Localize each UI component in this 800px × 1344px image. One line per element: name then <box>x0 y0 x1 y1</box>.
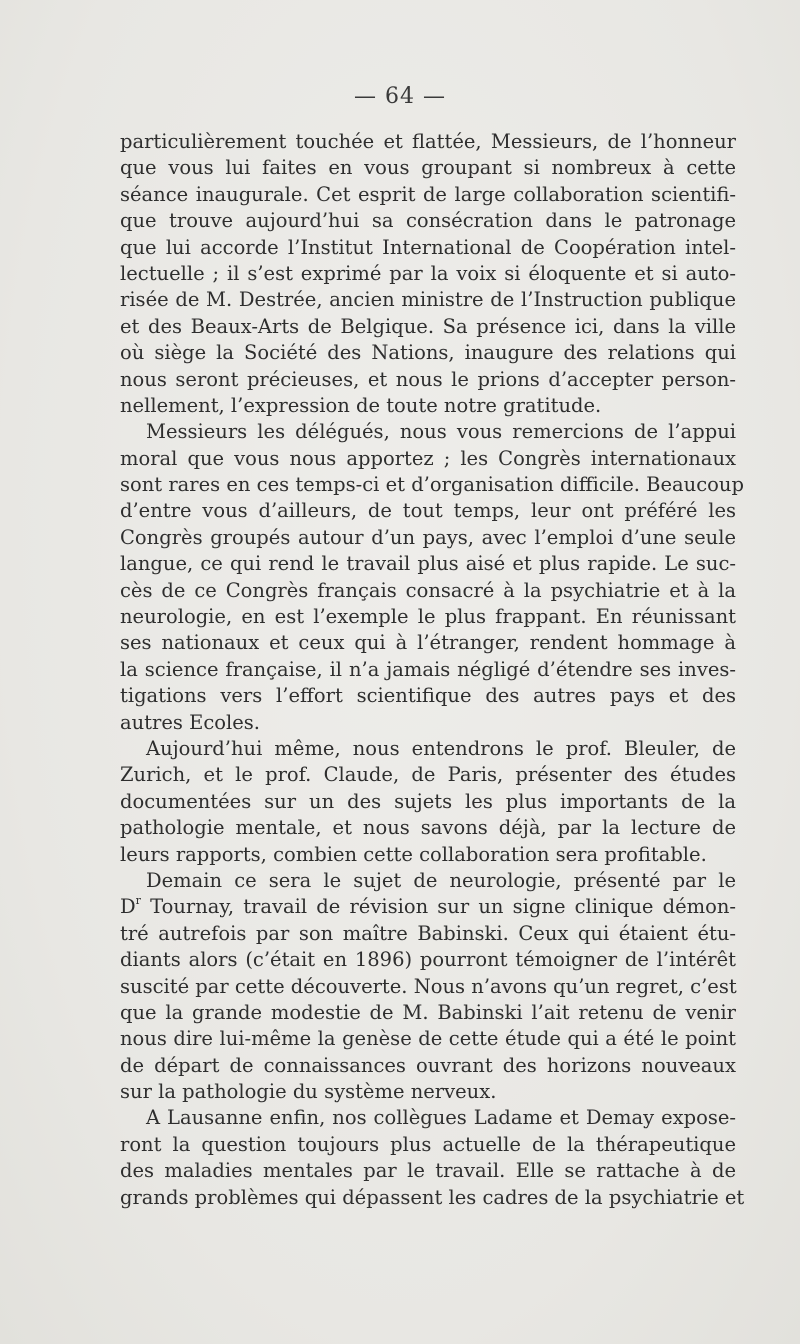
text-line-rest: Tournay, travail de révision sur un signe clinique démon- <box>150 895 737 919</box>
text-line-with-title <box>120 894 736 920</box>
text-line: sur la pathologie du système nerveux. <box>120 1080 497 1104</box>
text-line: où siège la Société des Nations, inaugure des relations qui <box>120 341 736 365</box>
title-prefix: D <box>120 895 136 919</box>
text-line: que vous lui faites en vous groupant si nombreux à cette <box>120 156 736 180</box>
text-line: diants alors (c’était en 1896) pourront témoigner de l’intérêt <box>120 948 736 972</box>
text-line: séance inaugurale. Cet esprit de large collaboration scientifi- <box>120 182 736 206</box>
text-line: ront la question toujours plus actuelle de la thérapeutique <box>120 1132 736 1156</box>
text-line: de départ de connaissances ouvrant des horizons nouveaux <box>120 1053 736 1077</box>
text-line: tré autrefois par son maître Babinski. Ceux qui étaient étu- <box>120 921 736 945</box>
text-line: ses nationaux et ceux qui à l’étranger, rendent hommage à <box>120 631 736 655</box>
text-line: Messieurs les délégués, nous vous remercions de l’appui <box>146 420 736 444</box>
text-line: d’entre vous d’ailleurs, de tout temps, leur ont préféré les <box>120 499 736 523</box>
text-line: moral que vous nous apportez ; les Congrès internationaux <box>120 446 736 470</box>
text-line: que trouve aujourd’hui sa consécration dans le patronage <box>120 209 736 233</box>
text-line: que la grande modestie de M. Babinski l’ait retenu de venir <box>120 1000 736 1024</box>
text-line: nellement, l’expression de toute notre gratitude. <box>120 393 602 417</box>
text-line: grands problèmes qui dépassent les cadres de la psychiatrie et <box>120 1185 745 1209</box>
text-line: Zurich, et le prof. Claude, de Paris, présenter des études <box>120 763 736 787</box>
text-line: lectuelle ; il s’est exprimé par la voix si éloquente et si auto- <box>120 261 736 285</box>
text-line: A Lausanne enfin, nos collègues Ladame et Demay expose- <box>146 1106 736 1130</box>
text-line: particulièrement touchée et flattée, Messieurs, de l’honneur <box>120 130 736 153</box>
text-line: pathologie mentale, et nous savons déjà, par la lecture de <box>120 816 736 840</box>
text-line: la science française, il n’a jamais négligé d’étendre ses inves- <box>120 657 736 681</box>
text-line: nous dire lui-même la genèse de cette étude qui a été le point <box>120 1027 736 1051</box>
text-line: Congrès groupés autour d’un pays, avec l’emploi d’une seule <box>120 525 736 549</box>
text-line: et des Beaux-Arts de Belgique. Sa présence ici, dans la ville <box>120 314 736 338</box>
text-line: sont rares en ces temps-ci et d’organisation difficile. Beaucoup <box>120 473 744 497</box>
text-line: leurs rapports, combien cette collaboration sera profitable. <box>120 842 707 866</box>
text-line: Aujourd’hui même, nous entendrons le prof. Bleuler, de <box>146 736 736 760</box>
text-line: risée de M. Destrée, ancien ministre de l’Instruction publique <box>120 288 736 312</box>
text-line: cès de ce Congrès français consacré à la psychiatrie et à la <box>120 578 736 602</box>
text-line: tigations vers l’effort scientifique des autres pays et des <box>120 684 736 708</box>
text-line: documentées sur un des sujets les plus importants de la <box>120 789 736 813</box>
text-line: autres Ecoles. <box>120 710 260 734</box>
page-number: — 64 — <box>354 84 446 109</box>
text-line: suscité par cette découverte. Nous n’avons qu’un regret, c’est <box>120 974 737 998</box>
text-line: langue, ce qui rend le travail plus aisé et plus rapide. Le suc- <box>120 552 736 576</box>
text-line: Demain ce sera le sujet de neurologie, présenté par le <box>146 868 736 892</box>
text-line: nous seront précieuses, et nous le prions d’accepter person- <box>120 367 736 391</box>
text-line: neurologie, en est l’exemple le plus frappant. En réunissant <box>120 605 736 629</box>
text-line: que lui accorde l’Institut International de Coopération intel- <box>120 235 736 259</box>
text-line: des maladies mentales par le travail. Elle se rattache à de <box>120 1159 736 1183</box>
title-superscript: r <box>135 894 141 908</box>
body-text <box>120 129 745 1211</box>
